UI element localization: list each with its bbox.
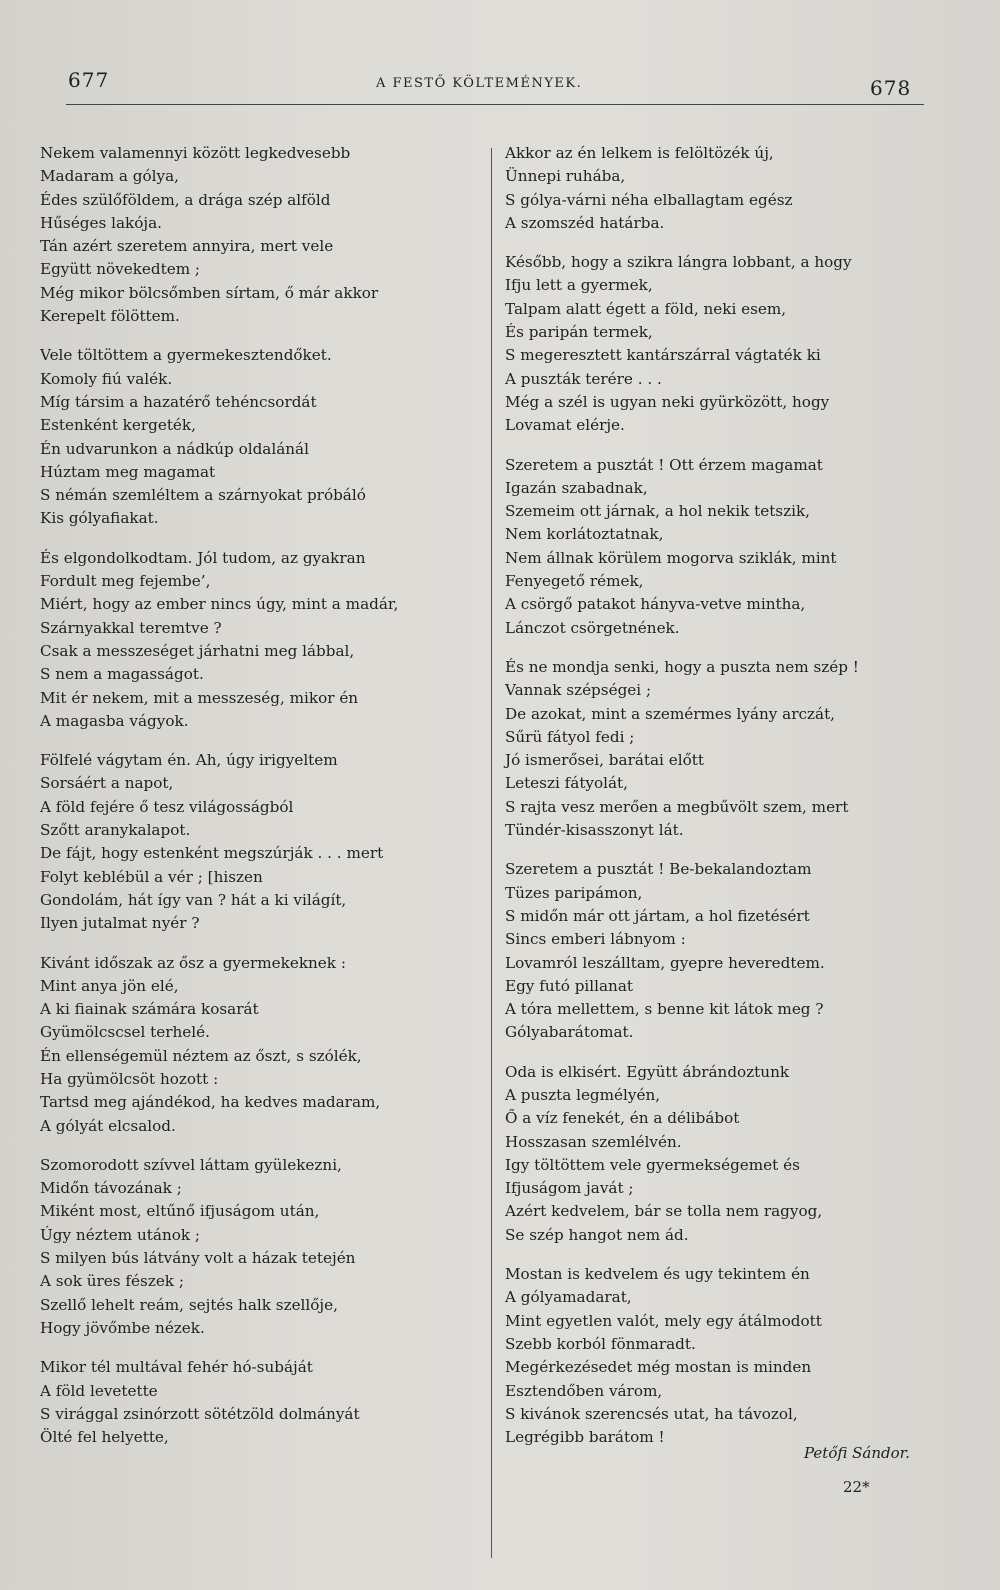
poem-line: A magasba vágyok. xyxy=(40,711,189,730)
poem-line: Madaram a gólya, xyxy=(40,167,179,186)
poem-line: Szemeim ott járnak, a hol nekik tetszik, xyxy=(505,502,810,521)
poem-line: A föld levetette xyxy=(40,1381,158,1400)
stanza xyxy=(505,454,935,640)
poem-line: Kis gólyafiakat. xyxy=(40,509,159,528)
poem-line: Míg társim a hazatérő tehéncsordát xyxy=(40,392,317,411)
poem-line: Folyt keblébül a vér ; [hiszen xyxy=(40,867,263,886)
poem-line: Ő a víz fenekét, én a délibábot xyxy=(505,1109,740,1128)
poem-line: Tündér-kisasszonyt lát. xyxy=(505,821,684,840)
poem-line: De fájt, hogy estenként megszúrják . . . mert xyxy=(40,844,384,863)
left-page-number: 677 xyxy=(68,68,110,92)
poem-line: S nem a magasságot. xyxy=(40,665,204,684)
poem-line: Legrégibb barátom ! xyxy=(505,1428,665,1447)
signature-mark: 22* xyxy=(843,1478,870,1496)
stanza xyxy=(505,251,935,437)
poem-line: Kivánt időszak az ősz a gyermekeknek : xyxy=(40,953,346,972)
poem-line: Lovamról leszálltam, gyepre heveredtem. xyxy=(505,953,825,972)
right-column xyxy=(505,142,935,1465)
poem-line: Oda is elkisért. Együtt ábrándoztunk xyxy=(505,1062,790,1081)
poem-line: Ha gyümölcsöt hozott : xyxy=(40,1069,219,1088)
poem-line: A föld fejére ő tesz világosságból xyxy=(40,797,294,816)
poem-line: Szőtt aranykalapot. xyxy=(40,821,191,840)
poem-line: Vannak szépségei ; xyxy=(505,681,652,700)
poem-line: Jó ismerősei, barátai előtt xyxy=(505,751,704,770)
poem-line: Szeretem a pusztát ! Ott érzem magamat xyxy=(505,455,823,474)
poem-line: Mint anya jön elé, xyxy=(40,976,179,995)
poem-line: De azokat, mint a szemérmes lyány arczát, xyxy=(505,704,835,723)
poem-line: S rajta vesz merően a megbűvölt szem, mert xyxy=(505,797,849,816)
poem-line: Tartsd meg ajándékod, ha kedves madaram, xyxy=(40,1093,381,1112)
poem-line: Együtt növekedtem ; xyxy=(40,260,201,279)
left-column xyxy=(40,142,480,1465)
poem-line: Még mikor bölcsőmben sírtam, ő már akkor xyxy=(40,283,379,302)
poem-line: Nem állnak körülem mogorva sziklák, mint xyxy=(505,548,837,567)
poem-line: És elgondolkodtam. Jól tudom, az gyakran xyxy=(40,548,366,567)
stanza xyxy=(40,142,480,328)
poem-line: Szeretem a pusztát ! Be-bekalandoztam xyxy=(505,860,812,879)
poem-line: És paripán termek, xyxy=(505,323,653,342)
poem-line: Se szép hangot nem ád. xyxy=(505,1225,689,1244)
poem-line: Szomorodott szívvel láttam gyülekezni, xyxy=(40,1155,342,1174)
stanza xyxy=(40,1154,480,1340)
poem-line: Estenként kergeték, xyxy=(40,416,196,435)
poem-line: S midőn már ott jártam, a hol fizetésért xyxy=(505,906,810,925)
poem-line: Nekem valamennyi között legkedvesebb xyxy=(40,144,351,162)
header-rule xyxy=(66,104,924,105)
poem-line: A puszták terére . . . xyxy=(505,369,662,388)
stanza xyxy=(40,749,480,935)
poem-line: Esztendőben várom, xyxy=(505,1381,663,1400)
poem-line: Ifjuságom javát ; xyxy=(505,1179,634,1198)
poem-line: Szárnyakkal teremtve ? xyxy=(40,618,222,637)
poem-line: Mikor tél multával fehér hó-subáját xyxy=(40,1358,313,1377)
poem-line: Gyümölcscsel terhelé. xyxy=(40,1023,210,1042)
stanza xyxy=(505,858,935,1044)
poem-line: Én ellenségemül néztem az őszt, s szólék, xyxy=(40,1046,362,1065)
poem-line: Mit ér nekem, mit a messzeség, mikor én xyxy=(40,688,359,707)
poem-line: Gólyabarátomat. xyxy=(505,1023,634,1042)
column-divider xyxy=(491,148,492,1558)
poem-line: A szomszéd határba. xyxy=(505,213,665,232)
stanza xyxy=(40,344,480,530)
poem-line: S virággal zsinórzott sötétzöld dolmányát xyxy=(40,1404,360,1423)
poem-line: Gondolám, hát így van ? hát a ki világít, xyxy=(40,890,347,909)
stanza xyxy=(40,952,480,1138)
poem-line: Mostan is kedvelem és ugy tekintem én xyxy=(505,1265,810,1284)
poem-line: Fölfelé vágytam én. Ah, úgy irigyeltem xyxy=(40,751,338,770)
poem-line: S gólya-várni néha elballagtam egész xyxy=(505,190,793,209)
poem-line: Húztam meg magamat xyxy=(40,462,216,481)
poem-line: S némán szemléltem a szárnyokat próbáló xyxy=(40,486,366,505)
poem-line: Úgy néztem utánok ; xyxy=(40,1225,201,1244)
poem-line: Nem korlátoztatnak, xyxy=(505,525,664,544)
poem-line: Hosszasan szemlélvén. xyxy=(505,1132,682,1151)
poem-line: Leteszi fátyolát, xyxy=(505,774,628,793)
poem-line: Komoly fiú valék. xyxy=(40,369,173,388)
author-signature: Petőfi Sándor. xyxy=(804,1444,910,1462)
poem-line: Igy töltöttem vele gyermekségemet és xyxy=(505,1155,800,1174)
poem-line: A tóra mellettem, s benne kit látok meg ? xyxy=(505,1000,824,1019)
poem-line: Igazán szabadnak, xyxy=(505,478,648,497)
poem-line: Kerepelt fölöttem. xyxy=(40,307,180,326)
poem-line: Sincs emberi lábnyom : xyxy=(505,930,686,949)
poem-line: Miként most, eltűnő ifjuságom után, xyxy=(40,1202,320,1221)
poem-line: Lovamat elérje. xyxy=(505,416,625,435)
poem-line: Szebb korból fönmaradt. xyxy=(505,1334,696,1353)
poem-line: Hűséges lakója. xyxy=(40,213,162,232)
poem-line: Ilyen jutalmat nyér ? xyxy=(40,914,200,933)
poem-line: A gólyamadarat, xyxy=(505,1288,632,1307)
poem-line: Mint egyetlen valót, mely egy átálmodott xyxy=(505,1311,822,1330)
poem-line: A ki fiainak számára kosarát xyxy=(40,1000,259,1019)
poem-line: Egy futó pillanat xyxy=(505,976,633,995)
stanza xyxy=(505,656,935,842)
poem-line: Azért kedvelem, bár se tolla nem ragyog, xyxy=(505,1202,823,1221)
poem-line: Vele töltöttem a gyermekesztendőket. xyxy=(40,346,332,365)
stanza xyxy=(40,547,480,733)
poem-line: Sorsáért a napot, xyxy=(40,774,174,793)
poem-line: Fenyegető rémek, xyxy=(505,572,644,591)
poem-line: S milyen bús látvány volt a házak tetején xyxy=(40,1249,356,1268)
poem-line: Ünnepi ruhába, xyxy=(505,167,626,186)
poem-line: Később, hogy a szikra lángra lobbant, a hogy xyxy=(505,253,852,272)
poem-line: Tán azért szeretem annyira, mert vele xyxy=(40,237,334,256)
poem-line: Szellő lehelt reám, sejtés halk szellője, xyxy=(40,1295,338,1314)
poem-line: Én udvarunkon a nádkúp oldalánál xyxy=(40,439,309,458)
poem-line: A csörgő patakot hányva-vetve mintha, xyxy=(505,595,806,614)
stanza xyxy=(505,1061,935,1247)
poem-line: A gólyát elcsalod. xyxy=(40,1116,176,1135)
stanza xyxy=(505,142,935,235)
poem-line: A puszta legmélyén, xyxy=(505,1085,661,1104)
poem-line: Fordult meg fejembe’, xyxy=(40,572,211,591)
poem-line: S kivánok szerencsés utat, ha távozol, xyxy=(505,1404,798,1423)
poem-line: Megérkezésedet még mostan is minden xyxy=(505,1358,812,1377)
poem-line: Miért, hogy az ember nincs úgy, mint a madár, xyxy=(40,595,399,614)
poem-line: Midőn távozának ; xyxy=(40,1179,182,1198)
poem-line: Akkor az én lelkem is felöltözék új, xyxy=(505,144,774,162)
poem-line: És ne mondja senki, hogy a puszta nem szép ! xyxy=(505,657,859,676)
poem-line: Hogy jövőmbe nézek. xyxy=(40,1318,205,1337)
stanza xyxy=(505,1263,935,1449)
poem-line: Sűrü fátyol fedi ; xyxy=(505,727,635,746)
poem-line: Tüzes paripámon, xyxy=(505,883,643,902)
running-title: A FESTŐ KÖLTEMÉNYEK. xyxy=(376,76,583,91)
poem-line: Édes szülőföldem, a drága szép alföld xyxy=(40,190,331,209)
poem-line: Ölté fel helyette, xyxy=(40,1428,169,1447)
poem-line: A sok üres fészek ; xyxy=(40,1272,184,1291)
right-page-number: 678 xyxy=(870,76,912,100)
poem-line: Még a szél is ugyan neki gyürközött, hogy xyxy=(505,392,830,411)
poem-line: Csak a messzeséget járhatni meg lábbal, xyxy=(40,641,355,660)
stanza xyxy=(40,1356,480,1449)
poem-line: Lánczot csörgetnének. xyxy=(505,618,680,637)
poem-line: Talpam alatt égett a föld, neki esem, xyxy=(505,299,787,318)
poem-line: Ifju lett a gyermek, xyxy=(505,276,653,295)
poem-line: S megeresztett kantárszárral vágtaték ki xyxy=(505,346,821,365)
